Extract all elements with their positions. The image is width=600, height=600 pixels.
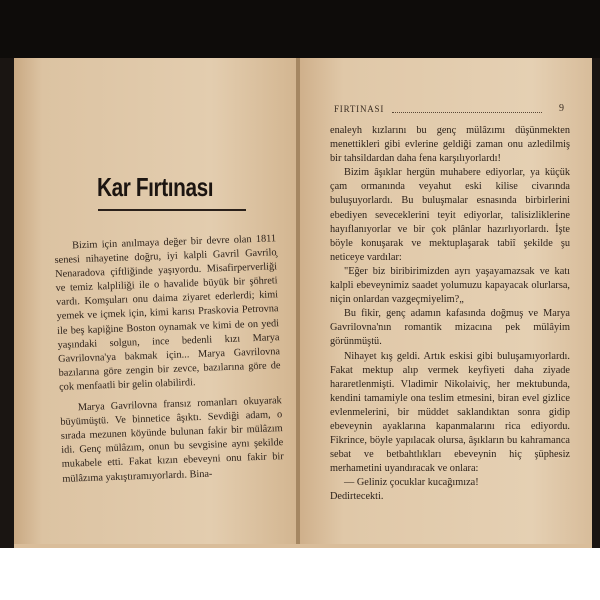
- header-title: FIRTINASI: [334, 104, 385, 114]
- left-paragraph-2: Marya Gavrilovna fransız romanları okuyarak büyümüştü. Ve binnetice âşıktı. Sevdiği adam, o sırada mezunen köyünde bulunan fakir bir mülâzım idi. Genç mülâzım, onun bu sevgisine aynı şekilde mukabele etti. Fakat kızın ebeveyni onu fakir bir mülâzıma yakıştıramıyorlardı. Bina-: [60, 395, 284, 485]
- header-leader-dots: [392, 112, 542, 113]
- right-paragraph-5: Nihayet kış geldi. Artık eskisi gibi buluşamıyorlardı. Fakat mektup alıp vermek keyfiyeti daha ziyade hararetlenmişti. Vladimir Nikolaiviç, her mektubunda, kendini tamamiyle ona teslim etmesini, biran evel gizlice evlenmelerini, bir müddet saklandıktan sonra gidip ebeveynin ayaklarına kapanmalarını rica ediyordu. Fikrince, böyle yapılacak olursa, âşıkların bu kahramanca sebat ve betbahtlıkları ebeveynin hiç şüphesiz merhametini uyandıracak ve onlara:: [330, 350, 570, 475]
- right-page-text: [330, 124, 570, 505]
- bottom-margin: [0, 548, 600, 600]
- right-paragraph-2: Bizim âşıklar hergün muhabere ediyorlar, ya küçük çam ormanında veyahut eski kilise civarında buluşuyorlardı. Bu buluşmalar esnasında birbirlerini ebediyen seveceklerini teyit ediyorlar, talisizliklerine hayıflanıyorlar ve bir çok plânlar hazırlıyorlardı. İşte böyle konuşarak ve mektuplaşarak tabiî şekilde şu neticeye vardılar:: [330, 167, 570, 263]
- page-number: 9: [559, 103, 564, 114]
- left-page-text: [54, 232, 284, 486]
- right-paragraph-3: "Eğer biz biribirimizden ayrı yaşayamazsak ve katı kalpli ebeveynimiz saadet yolumuzu kapayacak olurlarsa, niçin onlardan vazgeçmiyelim?„: [330, 265, 570, 306]
- background-right: [592, 58, 600, 548]
- title-underline: [98, 209, 246, 211]
- left-paragraph-1: Bizim için anılmaya değer bir devre olan 1811 senesi nihayetine doğru, iyi kalpli Gavril Gavrilo̧ Nenaradova çiftliğinde yaşıyordu. Misafirperverliği ve temiz kalpliliği ile o havalide büyük bir şöhreti vardı. Komşuları onu daima ziyaret ederlerdi; kimi yemek ve içmek için, kimi karısı Praskovia Petrovna ile beş kapiğine Boston oynamak ve kimi de on yedi yaşındaki solgun, ince bedenli kızı Marya Gavrilovna'ya bakmak için... Marya Gavrilovna bazılarına göre zengin bir zevce, bazılarına göre de çok menfaatli bir gelin olabilirdi.: [54, 233, 281, 393]
- background-left: [0, 58, 14, 548]
- chapter-title: Kar Fırtınası: [97, 172, 214, 202]
- right-paragraph-4: Bu fikir, genç adamın kafasında doğmuş ve Marya Gavrilovna'nın romantik mizacına pek mülâyim görünmüştü.: [330, 308, 570, 348]
- right-paragraph-6: — Geliniz çocuklar kucağımıza!: [344, 477, 479, 489]
- running-header: [334, 104, 564, 118]
- right-paragraph-1: enaleyh kızlarını bu genç mülâzımı düşünmekten menettikleri gibi evlerine geldiği zaman onu azledilmiş bir tahsildardan daha fena karşılıyorlardı!: [330, 125, 570, 165]
- background-top: [0, 0, 600, 58]
- right-paragraph-7: Dedirtecekti.: [330, 491, 384, 503]
